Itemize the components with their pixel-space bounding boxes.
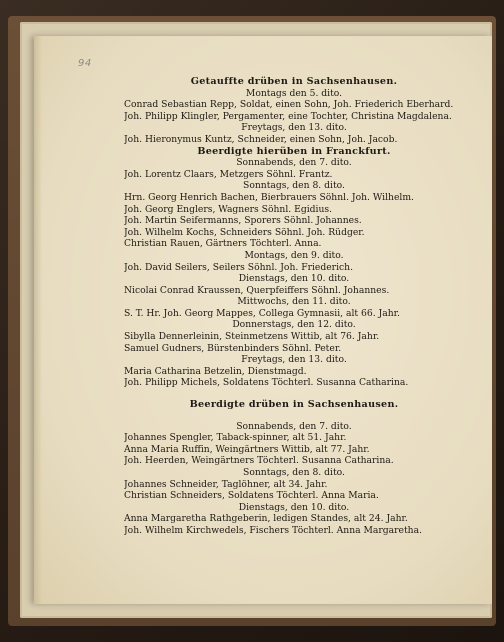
date-line: Sonntags, den 8. dito. bbox=[243, 180, 345, 192]
date-line: Donnerstags, den 12. dito. bbox=[232, 319, 356, 331]
date-line: Dienstags, den 10. dito. bbox=[238, 501, 350, 513]
date-line: Sonntags, den 8. dito. bbox=[243, 467, 345, 478]
date-line: Dienstags, den 10. dito. bbox=[238, 273, 350, 285]
register-entry: Joh. Philipp Klingler, Pergamenter, eine Tochter, Christina Magdalena. bbox=[124, 110, 452, 122]
register-entry: Joh. David Seilers, Seilers Söhnl. Joh. Friederich. bbox=[124, 261, 353, 273]
register-entry: Christian Schneiders, Soldatens Töchterl. Anna Maria. bbox=[124, 490, 379, 502]
register-entry: Christian Rauen, Gärtners Töchterl. Anna. bbox=[124, 238, 322, 250]
register-entry: Hrn. Georg Henrich Bachen, Bierbrauers Söhnl. Joh. Wilhelm. bbox=[124, 191, 414, 203]
register-entry: Joh. Wilhelm Kirchwedels, Fischers Töchterl. Anna Margaretha. bbox=[124, 524, 422, 536]
register-entry: Conrad Sebastian Repp, Soldat, einen Sohn, Joh. Friederich Eberhard. bbox=[124, 99, 454, 111]
date-line: Mittwochs, den 11. dito. bbox=[237, 296, 351, 308]
register-entry: Johannes Spengler, Taback-spinner, alt 51. Jahr. bbox=[124, 432, 347, 444]
register-entry: Sibylla Dennerleinin, Steinmetzens Wittib, alt 76. Jahr. bbox=[124, 331, 380, 343]
register-entry: Joh. Lorentz Claars, Metzgers Söhnl. Frantz. bbox=[124, 168, 333, 180]
date-line: Sonnabends, den 7. dito. bbox=[236, 157, 352, 169]
register-entry: Joh. Philipp Michels, Soldatens Töchterl. Susanna Catharina. bbox=[124, 377, 409, 389]
register-entry: Anna Maria Ruffin, Weingärtners Wittib, alt 77. Jahr. bbox=[124, 443, 370, 455]
register-entry: Nicolai Conrad Kraussen, Querpfeiffers Söhnl. Johannes. bbox=[124, 284, 390, 296]
register-entry: Joh. Martin Seifermanns, Sporers Söhnl. Johannes. bbox=[124, 215, 362, 227]
section-heading: Beerdigte drüben in Sachsenhausen. bbox=[189, 399, 399, 411]
register-entry: Samuel Gudners, Bürstenbinders Söhnl. Peter. bbox=[124, 342, 342, 354]
register-entry: Joh. Georg Englers, Wagners Söhnl. Egidius. bbox=[124, 203, 333, 215]
date-line: Montags den 5. dito. bbox=[245, 87, 343, 99]
register-entry: Anna Margaretha Rathgeberin, ledigen Standes, alt 24. Jahr. bbox=[124, 513, 408, 525]
register-entry: Maria Catharina Betzelin, Dienstmagd. bbox=[124, 365, 307, 377]
register-entry: S. T. Hr. Joh. Georg Mappes, Collega Gymnasii, alt 66. Jahr. bbox=[124, 307, 400, 319]
folio-number: 94 bbox=[78, 58, 92, 69]
line-gap bbox=[124, 411, 464, 421]
section-heading: Getauffte drüben in Sachsenhausen. bbox=[190, 76, 398, 87]
register-entry: Johannes Schneider, Taglöhner, alt 34. Jahr. bbox=[124, 478, 328, 490]
date-line: Freytags, den 13. dito. bbox=[241, 354, 347, 366]
register-entry: Joh. Heerden, Weingärtners Töchterl. Susanna Catharina. bbox=[124, 455, 394, 467]
section-heading: Beerdigte hierüben in Franckfurt. bbox=[197, 145, 391, 157]
page-edge-shadow bbox=[34, 36, 42, 604]
page-text-block bbox=[124, 76, 464, 537]
date-line: Montags, den 9. dito. bbox=[244, 249, 344, 261]
register-entry: Joh. Wilhelm Kochs, Schneiders Söhnl. Joh. Rüdger. bbox=[124, 226, 365, 238]
register-entry: Joh. Hieronymus Kuntz, Schneider, einen Sohn, Joh. Jacob. bbox=[124, 133, 398, 145]
date-line: Sonnabends, den 7. dito. bbox=[236, 420, 352, 432]
date-line: Freytags, den 13. dito. bbox=[241, 122, 347, 134]
line-gap bbox=[124, 389, 464, 399]
